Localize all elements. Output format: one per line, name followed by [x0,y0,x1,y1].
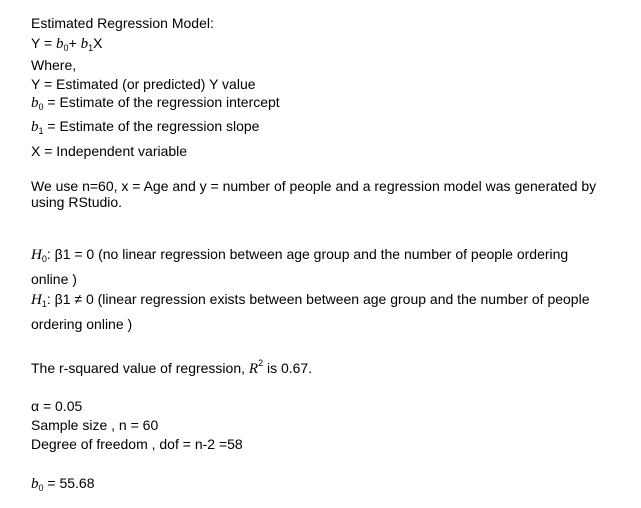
where-label: Where, [31,57,77,73]
eq-y: Y = [31,35,57,51]
h0-symbol: H [31,247,42,263]
x-definition: X = Independent variable [31,143,188,159]
b0-value-subscript: 0 [38,483,44,493]
rsquared-statement [31,360,312,378]
b1-definition [31,118,259,136]
eq-b1-symbol: b [80,36,89,52]
b0-value [31,475,95,493]
alpha-value: α = 0.05 [31,398,83,414]
eq-plus: + [68,35,81,51]
h1-subscript: 1 [41,299,47,309]
eq-b0-symbol: b [56,36,64,52]
rsquared-symbol: R [248,361,259,377]
b0-text: = Estimate of the regression intercept [47,94,280,110]
b0-subscript: 0 [38,102,44,112]
y-definition: Y = Estimated (or predicted) Y value [31,76,256,92]
eq-b1-subscript: 1 [88,43,94,53]
rsquared-prefix: The r-squared value of regression, [31,360,249,376]
b0-value-symbol: b [31,476,39,492]
regression-equation [31,35,103,53]
h0-text: : β1 = 0 (no linear regression between age group and the number of people ordering [46,246,569,262]
alt-hypothesis [31,291,590,309]
b1-text: = Estimate of the regression slope [47,118,260,134]
model-heading: Estimated Regression Model: [31,15,214,31]
b1-subscript: 1 [38,126,44,136]
sample-size: Sample size , n = 60 [31,417,159,433]
h1-text: : β1 ≠ 0 (linear regression exists between between age group and the number of people [46,291,590,307]
rsquared-suffix: is 0.67. [263,360,313,376]
null-hypothesis-cont: online ) [31,271,77,287]
degrees-of-freedom: Degree of freedom , dof = n-2 =58 [31,436,243,452]
null-hypothesis [31,246,568,264]
b0-symbol: b [31,95,39,111]
b0-definition [31,94,280,112]
eq-b0-subscript: 0 [63,43,69,53]
h0-subscript: 0 [41,254,47,264]
eq-x: X [93,35,103,51]
alt-hypothesis-cont: ordering online ) [31,316,133,332]
b1-symbol: b [31,119,39,135]
rsquared-superscript: 2 [258,358,264,368]
usage-paragraph: We use n=60, x = Age and y = number of people and a regression model was generated by using RStudio. [31,178,597,210]
h1-symbol: H [31,292,42,308]
b0-value-text: = 55.68 [43,475,95,491]
